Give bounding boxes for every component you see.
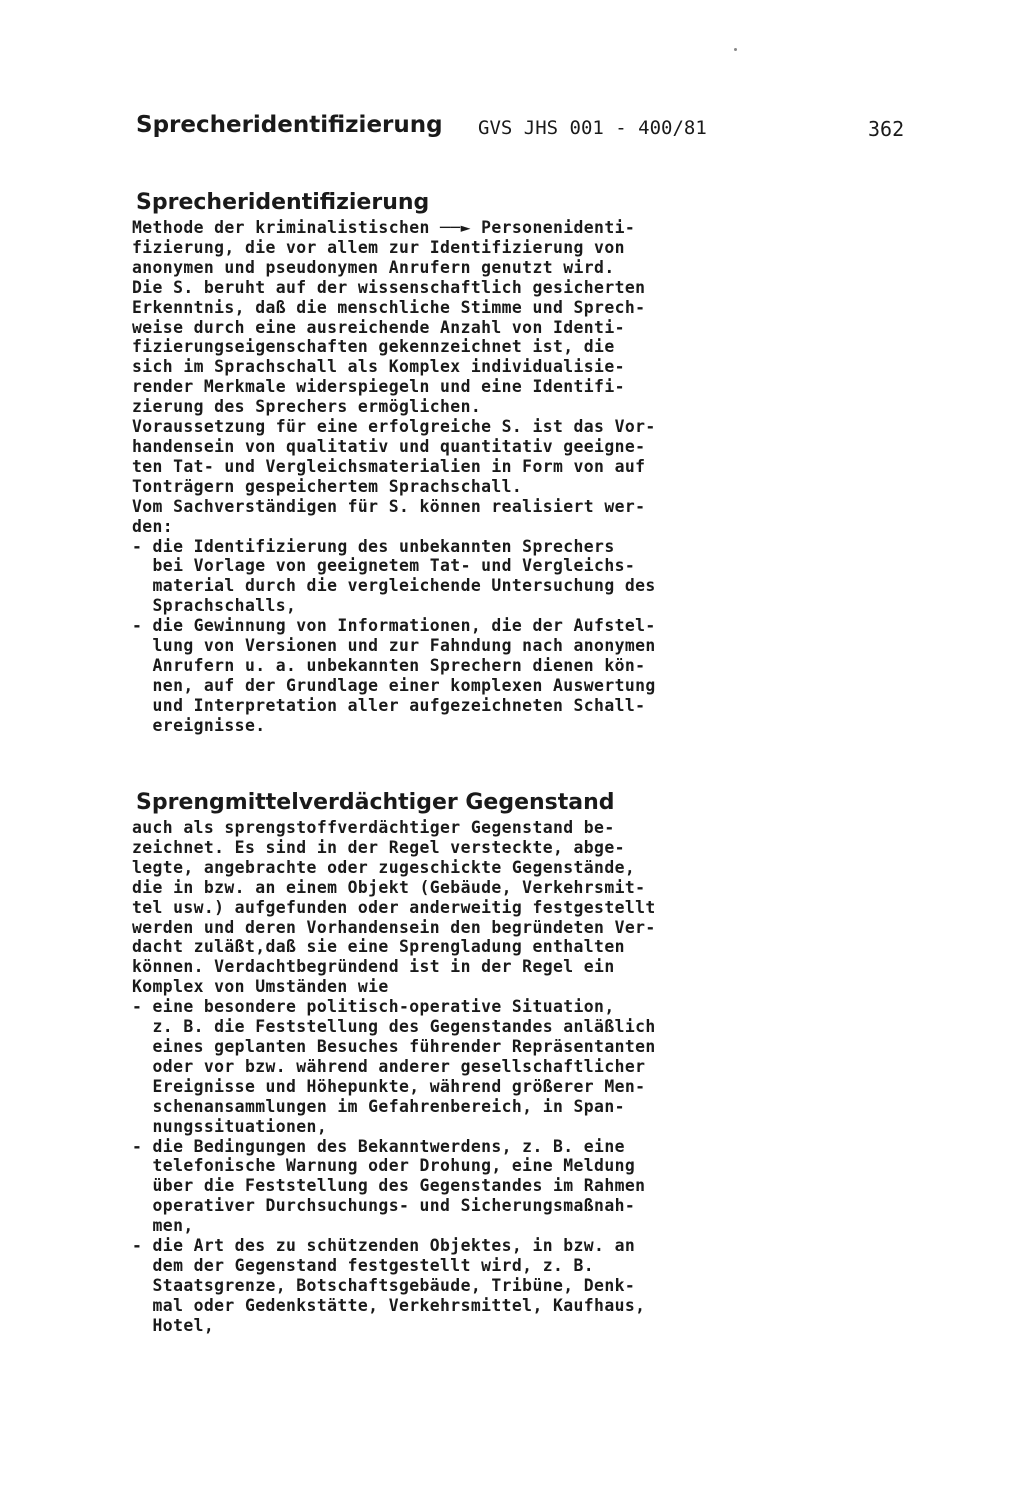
header-title: Sprecheridentifizierung	[136, 112, 443, 138]
page-header	[0, 112, 1024, 152]
entry-title: Sprecheridentifizierung	[136, 190, 430, 215]
entry-sprengmittelverdaechtiger-gegenstand	[132, 788, 772, 1336]
entry-title: Sprengmittelverdächtiger Gegenstand	[136, 790, 615, 815]
page-number: 362	[868, 117, 905, 141]
entry-body: auch als sprengstoffverdächtiger Gegenstand be- zeichnet. Es sind in der Regel versteckte, abge- legte, angebrachte oder zugeschickte Gegenstände, die in bzw. an einem Objekt (Gebäude, Verkehrsmit- tel usw.) aufgefunden oder anderweitig festgestellt werden und deren Vorhandensein den begründeten Ver- dacht zuläßt,daß sie eine Sprengladung enthalten können. Verdachtbegründend ist in der Regel ein Komplex von Umständen wie - eine besondere politisch-operative Situation, z. B. die Feststellung des Gegenstandes anläßlich eines geplanten Besuches führender Repräsentanten oder vor bzw. während anderer gesellschaftlicher Ereignisse und Höhepunkte, während größerer Men- schenansammlungen im Gefahrenbereich, in Span- nungssituationen, - die Bedingungen des Bekanntwerdens, z. B. eine telefonische Warnung oder Drohung, eine Meldung über die Feststellung des Gegenstandes im Rahmen operativer Durchsuchungs- und Sicherungsmaßnah- men, - die Art des zu schützenden Objektes, in bzw. an dem der Gegenstand festgestellt wird, z. B. Staatsgrenze, Botschaftsgebäude, Tribüne, Denk- mal oder Gedenkstätte, Verkehrsmittel, Kaufhaus, Hotel,	[132, 818, 656, 1335]
entry-body: Methode der kriminalistischen ──► Personenidenti- fizierung, die vor allem zur Identifizierung von anonymen und pseudonymen Anrufern genutzt wird. Die S. beruht auf der wissenschaftlich gesicherten Erkenntnis, daß die menschliche Stimme und Sprech- weise durch eine ausreichende Anzahl von Identi- fizierungseigenschaften gekennzeichnet ist, die sich im Sprachschall als Komplex individualisie- render Merkmale widerspiegeln und eine Identifi- zierung des Sprechers ermöglichen. Voraussetzung für eine erfolgreiche S. ist das Vor- handensein von qualitativ und quantitativ geeigne- ten Tat- und Vergleichsmaterialien in Form von auf Tonträgern gespeichertem Sprachschall. Vom Sachverständigen für S. können realisiert wer- den: - die Identifizierung des unbekannten Sprechers bei Vorlage von geeignetem Tat- und Vergleichs- material durch die vergleichende Untersuchung des Sprachschalls, - die Gewinnung von Informationen, die der Aufstel- lung von Versionen und zur Fahndung nach anonymen Anrufern u. a. unbekannten Sprechern dienen kön- nen, auf der Grundlage einer komplexen Auswertung und Interpretation aller aufgezeichneten Schall- ereignisse.	[132, 218, 656, 735]
document-code: GVS JHS 001 - 400/81	[478, 117, 707, 139]
page-speck	[734, 48, 737, 51]
entry-sprecheridentifizierung	[132, 188, 772, 736]
